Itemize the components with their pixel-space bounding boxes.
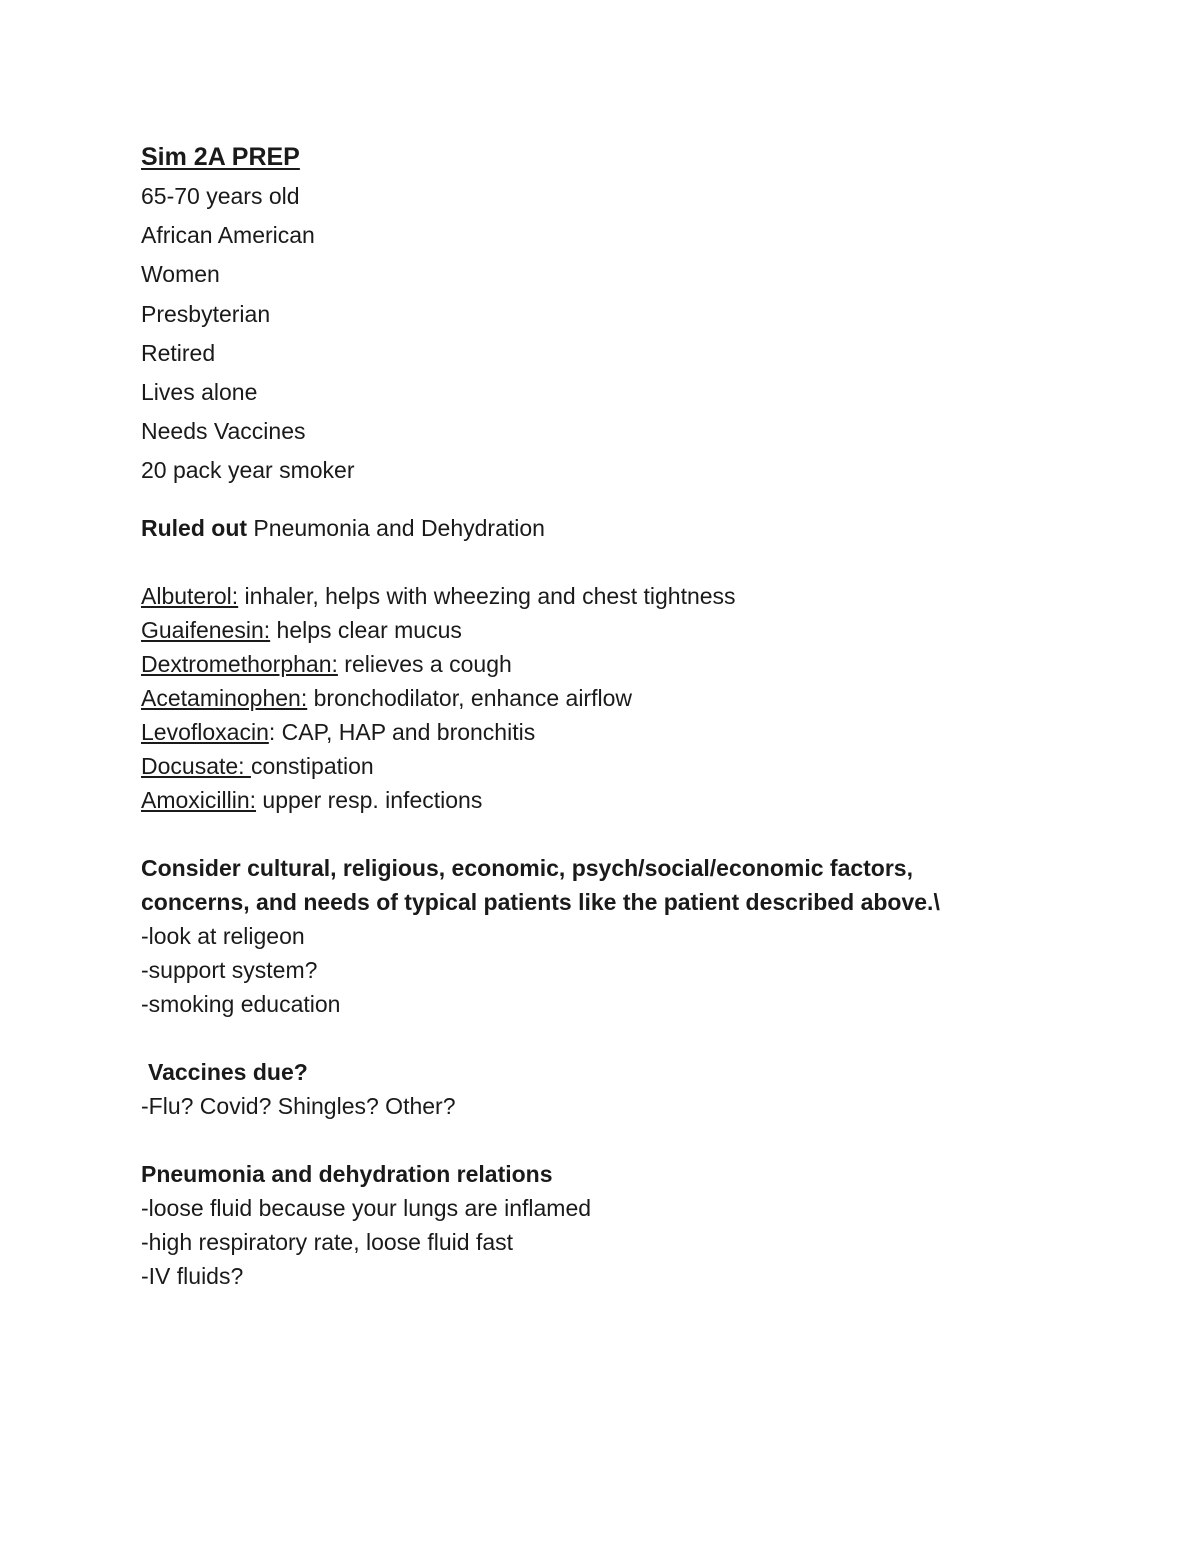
medication-name: Guaifenesin: (141, 616, 271, 643)
vaccines-item: -Flu? Covid? Shingles? Other? (141, 1092, 456, 1119)
medication-item (141, 715, 1141, 749)
profile-line: African American (141, 222, 315, 249)
medication-name: Albuterol: (141, 582, 239, 609)
vaccines-heading: Vaccines due? (148, 1058, 308, 1085)
medication-name: Docusate: (141, 752, 251, 779)
medication-item (141, 783, 1141, 817)
medication-description: bronchodilator, enhance airflow (307, 684, 632, 711)
medication-description: upper resp. infections (256, 786, 483, 813)
medication-description: relieves a cough (337, 650, 512, 677)
pneumonia-relations-item: -loose fluid because your lungs are inflamed (141, 1194, 592, 1221)
consider-heading-line: Consider cultural, religious, economic, psych/social/economic factors, (141, 854, 913, 881)
medication-name: Dextromethorphan: (141, 650, 338, 677)
consider-item: -smoking education (141, 990, 341, 1017)
medication-name: Amoxicillin: (141, 786, 257, 813)
pneumonia-relations-section (141, 1157, 1141, 1293)
consider-section (141, 851, 1141, 1021)
medication-description: : CAP, HAP and bronchitis (268, 718, 536, 745)
medication-item (141, 613, 1141, 647)
profile-line: Presbyterian (141, 300, 271, 327)
ruled-out-text: Pneumonia and Dehydration (247, 514, 545, 541)
profile-line: 65-70 years old (141, 183, 300, 209)
medication-item (141, 749, 1141, 783)
medication-name: Acetaminophen: (141, 684, 308, 711)
ruled-out-line (141, 511, 1141, 545)
medication-item (141, 579, 1141, 613)
pneumonia-relations-item: -high respiratory rate, loose fluid fast (141, 1228, 514, 1255)
profile-line: Women (141, 261, 220, 288)
vaccines-section (141, 1055, 1141, 1123)
patient-profile (141, 177, 1141, 491)
ruled-out-label: Ruled out (141, 514, 248, 541)
medication-name: Levofloxacin (141, 718, 269, 745)
medication-item (141, 647, 1141, 681)
consider-item: -support system? (141, 956, 318, 983)
document-page (141, 138, 1141, 1293)
medication-description: helps clear mucus (270, 616, 462, 643)
profile-line: Lives alone (141, 378, 258, 405)
medication-item (141, 681, 1141, 715)
medication-description: constipation (250, 752, 374, 779)
profile-line: Needs Vaccines (141, 418, 306, 445)
consider-heading-line: concerns, and needs of typical patients like the patient described above.\ (141, 888, 940, 915)
pneumonia-relations-item: -IV fluids? (141, 1262, 244, 1289)
pneumonia-relations-heading: Pneumonia and dehydration relations (141, 1160, 553, 1187)
profile-line: Retired (141, 339, 216, 366)
profile-line: 20 pack year smoker (141, 457, 355, 484)
medication-list (141, 579, 1141, 817)
document-title: Sim 2A PREP (141, 143, 300, 171)
medication-description: inhaler, helps with wheezing and chest tightness (238, 582, 736, 609)
consider-item: -look at religeon (141, 922, 305, 949)
